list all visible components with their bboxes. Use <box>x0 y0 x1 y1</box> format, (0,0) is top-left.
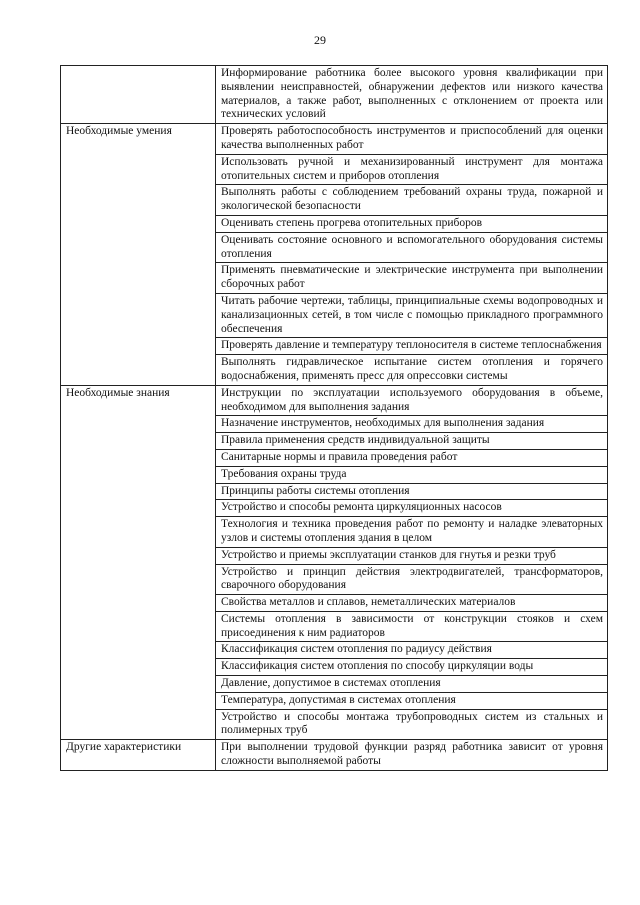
table-row <box>61 66 608 124</box>
table-cell: Назначение инструментов, необходимых для выполнения задания <box>216 416 608 433</box>
table-row <box>61 385 608 416</box>
row-heading: Необходимые знания <box>61 385 216 740</box>
table-cell: Принципы работы системы отопления <box>216 483 608 500</box>
table-cell: Устройство и приемы эксплуатации станков для гнутья и резки труб <box>216 547 608 564</box>
table-cell: Оценивать состояние основного и вспомогательного оборудования системы отопления <box>216 232 608 263</box>
table-cell: Классификация систем отопления по радиусу действия <box>216 642 608 659</box>
table-cell: Технология и техника проведения работ по ремонту и наладке элеваторных узлов и системы отопления здания в целом <box>216 517 608 548</box>
table-cell: Устройство и способы монтажа трубопроводных систем из стальных и полимерных труб <box>216 709 608 740</box>
table-cell: Требования охраны труда <box>216 466 608 483</box>
table-cell: Применять пневматические и электрические инструмента при выполнении сборочных работ <box>216 263 608 294</box>
table-cell: Проверять давление и температуру теплоносителя в системе теплоснабжения <box>216 338 608 355</box>
table-cell: Давление, допустимое в системах отопления <box>216 676 608 693</box>
table-cell: Санитарные нормы и правила проведения работ <box>216 449 608 466</box>
table-cell: Устройство и принцип действия электродвигателей, трансформаторов, сварочного оборудования <box>216 564 608 595</box>
table-cell: Использовать ручной и механизированный инструмент для монтажа отопительных систем и приборов отопления <box>216 154 608 185</box>
table-cell: Оценивать степень прогрева отопительных приборов <box>216 215 608 232</box>
labor-function-table <box>60 65 608 771</box>
table-cell: Классификация систем отопления по способу циркуляции воды <box>216 659 608 676</box>
row-heading <box>61 66 216 124</box>
table-row <box>61 740 608 771</box>
table-cell: Выполнять работы с соблюдением требований охраны труда, пожарной и экологической безопасности <box>216 185 608 216</box>
table-cell: Инструкции по эксплуатации используемого оборудования в объеме, необходимом для выполнения задания <box>216 385 608 416</box>
table-cell: Температура, допустимая в системах отопления <box>216 692 608 709</box>
table-row <box>61 124 608 155</box>
table-cell: Устройство и способы ремонта циркуляционных насосов <box>216 500 608 517</box>
table-cell: При выполнении трудовой функции разряд работника зависит от уровня сложности выполняемой работы <box>216 740 608 771</box>
table-cell: Выполнять гидравлическое испытание систем отопления и горячего водоснабжения, применять пресс для опрессовки системы <box>216 355 608 386</box>
table-cell: Читать рабочие чертежи, таблицы, принципиальные схемы водопроводных и канализационных сетей, в том числе с помощью прикладного программного обеспечения <box>216 293 608 337</box>
row-heading: Необходимые умения <box>61 124 216 386</box>
table-cell: Информирование работника более высокого уровня квалификации при выявлении неисправностей, обнаружении дефектов или низкого качества материалов, а также работ, выполненных с отклонением от проекта или технических условий <box>216 66 608 124</box>
table-cell: Правила применения средств индивидуальной защиты <box>216 433 608 450</box>
table-cell: Системы отопления в зависимости от конструкции стояков и схем присоединения к ним радиаторов <box>216 611 608 642</box>
table-cell: Свойства металлов и сплавов, неметаллических материалов <box>216 595 608 612</box>
table-cell: Проверять работоспособность инструментов и приспособлений для оценки качества выполненных работ <box>216 124 608 155</box>
row-heading: Другие характеристики <box>61 740 216 771</box>
page-number: 29 <box>314 33 326 47</box>
